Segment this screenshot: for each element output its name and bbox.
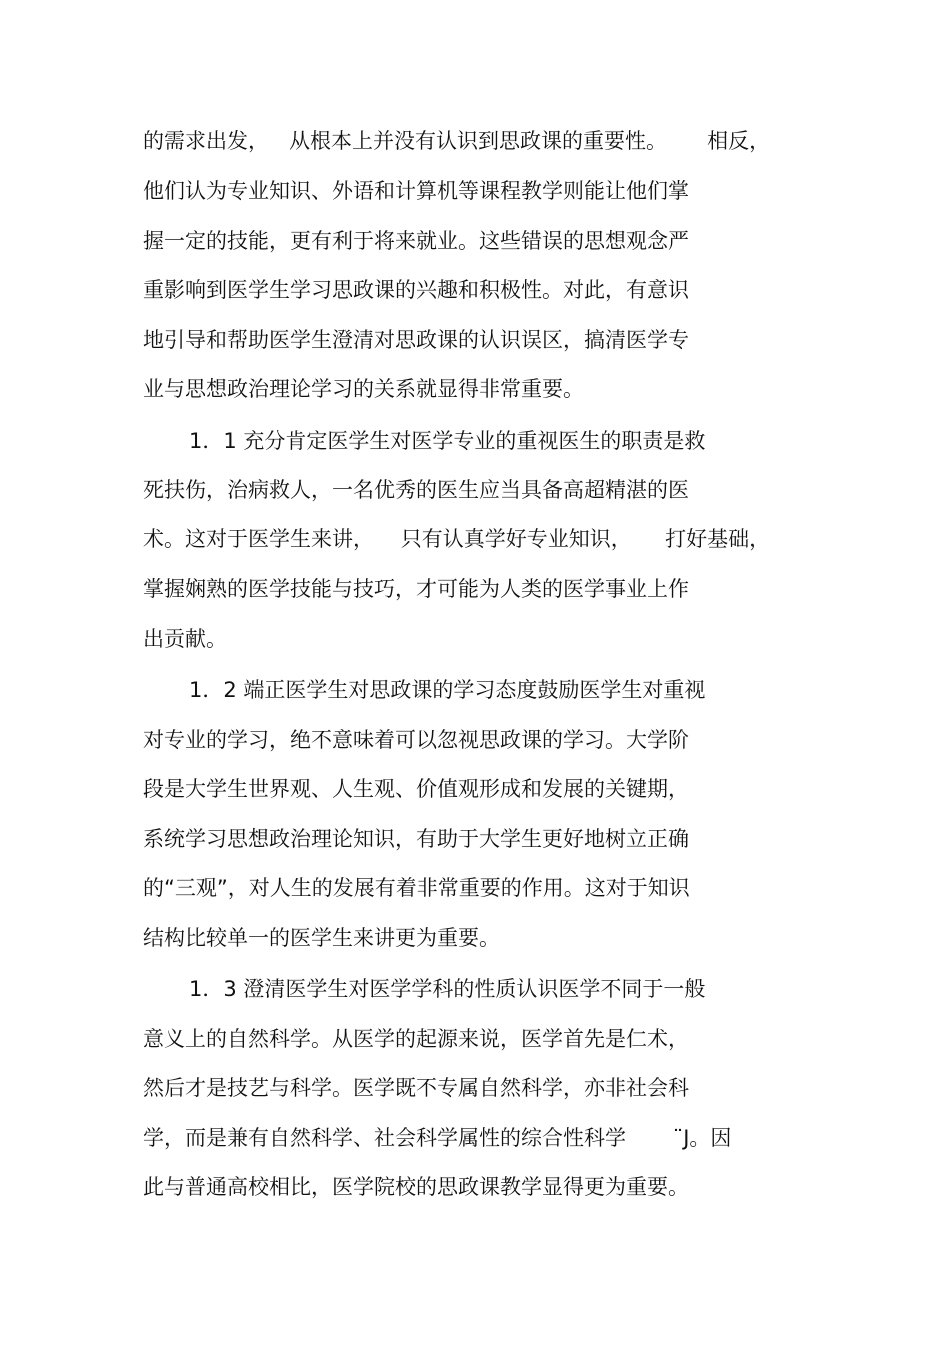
section-heading-1-3: 1．3 澄清医学生对医学学科的性质认识医学不同于一般 <box>189 977 706 1001</box>
text-line-5: 地引导和帮助医学生澄清对思政课的认识误区，搞清医学专 <box>143 328 689 352</box>
text-line-8: 死扶伤，治病救人，一名优秀的医生应当具备高超精湛的医 <box>143 478 689 502</box>
text-line-10: 掌握娴熟的医学技能与技巧，才可能为人类的医学事业上作 <box>143 577 689 601</box>
text-line-11: 出贡献。 <box>143 627 227 651</box>
text-line-16: 的“三观”，对人生的发展有着非常重要的作用。这对于知识 <box>143 876 690 900</box>
text-line-17: 结构比较单一的医学生来讲更为重要。 <box>143 926 500 950</box>
text-line-1: 的需求出发， 从根本上并没有认识到思政课的重要性。 相反， <box>143 129 771 153</box>
text-line-13: 对专业的学习，绝不意味着可以忽视思政课的学习。大学阶 <box>143 728 689 752</box>
text-line-2: 他们认为专业知识、外语和计算机等课程教学则能让他们掌 <box>143 179 689 203</box>
text-line-19: 意义上的自然科学。从医学的起源来说，医学首先是仁术， <box>143 1027 689 1051</box>
text-line-20: 然后才是技艺与科学。医学既不专属自然科学，亦非社会科 <box>143 1076 689 1100</box>
text-line-9: 术。这对于医学生来讲， 只有认真学好专业知识， 打好基础， <box>143 527 771 551</box>
text-line-22: 此与普通高校相比，医学院校的思政课教学显得更为重要。 <box>143 1175 689 1199</box>
text-line-6: 业与思想政治理论学习的关系就显得非常重要。 <box>143 377 584 401</box>
section-heading-1-2: 1．2 端正医学生对思政课的学习态度鼓励医学生对重视 <box>189 678 706 702</box>
text-line-14: 段是大学生世界观、人生观、价值观形成和发展的关键期， <box>143 777 689 801</box>
text-line-15: 系统学习思想政治理论知识，有助于大学生更好地树立正确 <box>143 827 689 851</box>
text-line-3: 握一定的技能，更有利于将来就业。这些错误的思想观念严 <box>143 229 689 253</box>
text-line-21: 学，而是兼有自然科学、社会科学属性的综合性科学 ¨J。因 <box>143 1126 732 1150</box>
section-heading-1-1: 1．1 充分肯定医学生对医学专业的重视医生的职责是救 <box>189 429 706 453</box>
text-line-4: 重影响到医学生学习思政课的兴趣和积极性。对此，有意识 <box>143 278 689 302</box>
